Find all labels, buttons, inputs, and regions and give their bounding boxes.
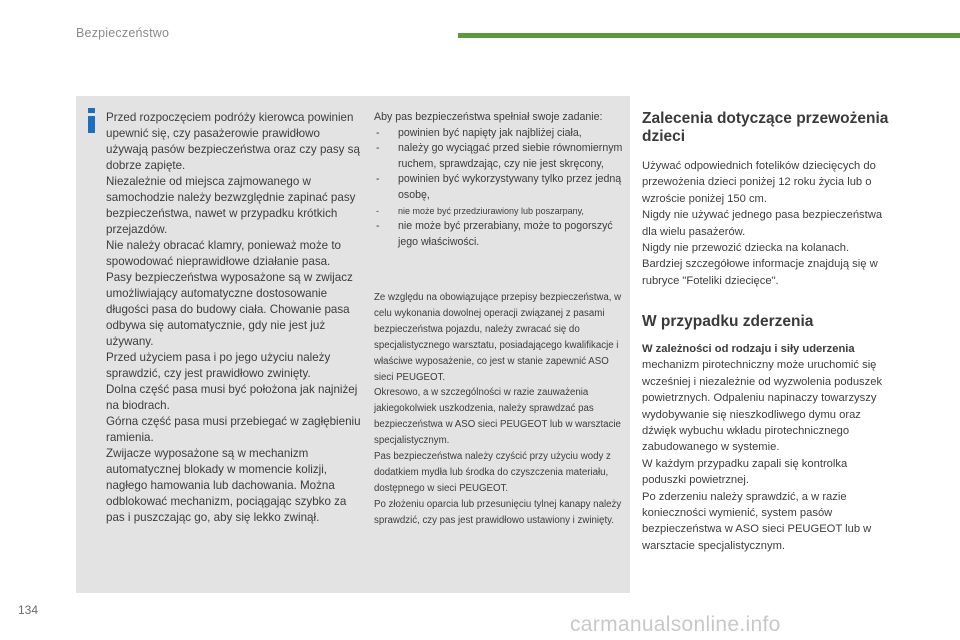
service-notice (374, 290, 626, 529)
section-title: W przypadku zderzenia (642, 313, 814, 330)
children-body (642, 158, 892, 289)
requirements-list (374, 126, 628, 251)
list-item-text: powinien być wykorzystywany tylko przez jedną osobę, (398, 173, 622, 201)
collision-subhead-text: mechanizm pirotechniczny może uruchomić się wcześniej i niezależnie od wyzwolenia poduszek powietrznych. Odpaleniu napinaczy towarzyszy wydobywanie się nieszkodliwego dymu oraz dźwięk wybuchu wkładu pirotechnicznego zabudowanego w systemie. (642, 359, 883, 454)
children-paragraph: Nigdy nie używać jednego pasa bezpieczeństwa dla wielu pasażerów. (642, 209, 883, 238)
list-item (374, 141, 628, 172)
list-item (374, 204, 628, 220)
info-icon-bar (88, 116, 95, 133)
col1-paragraph: Pasy bezpieczeństwa wyposażone są w zwijacz umożliwiający automatyczne dostosowanie długości pasa do budowy ciała. Chowanie pasa odbywa się automatycznie, gdy nie jest już używany. (106, 271, 353, 348)
dash-marker: - (376, 220, 380, 233)
seatbelt-instructions (106, 110, 362, 526)
notice-paragraph: Po złożeniu oparcia lub przesunięciu tylnej kanapy należy sprawdzić, czy pas jest prawidłowo ustawiony i zwinięty. (374, 498, 622, 526)
page-number: 134 (18, 603, 39, 617)
col1-paragraph: Dolna część pasa musi być położona jak najniżej na biodrach. (106, 383, 358, 412)
list-item (374, 126, 628, 142)
col1-paragraph: Nie należy obracać klamry, ponieważ może to spowodować nieprawidłowe działanie pasa. (106, 239, 341, 268)
col1-paragraph: Zwijacze wyposażone są w mechanizm automatycznej blokady w momencie kolizji, nagłego hamowania lub dachowania. Można odblokować mechanizm, pociągając szybko za pas i puszczając go, aby się lekko zwinął. (106, 447, 347, 524)
dash-marker: - (376, 126, 380, 139)
children-paragraph: Bardziej szczegółowe informacje znajdują się w rubryce "Foteliki dziecięce". (642, 258, 878, 287)
collision-paragraph: W każdym przypadku zapali się kontrolka poduszki powietrznej. (642, 457, 848, 487)
info-icon-dot (88, 108, 95, 113)
notice-paragraph: Ze względu na obowiązujące przepisy bezpieczeństwa, w celu wykonania dowolnej operacji związanej z pasami bezpieczeństwa pojazdu, należy zwracać się do specjalistycznego warsztatu, posiadającego kwalifikacje i właściwe wyposażenie, co jest w stanie zapewnić ASO sieci PEUGEOT. (374, 292, 622, 383)
collision-paragraph (642, 341, 892, 456)
list-item (374, 219, 628, 250)
header-accent-bar (458, 33, 960, 38)
list-item (374, 172, 628, 203)
dash-marker: - (376, 205, 379, 216)
list-item-text: powinien być napięty jak najbliżej ciała, (398, 126, 582, 139)
list-item-text: nie może być przerabiany, może to pogorszyć jego właściwości. (398, 220, 613, 248)
collision-subhead: W zależności od rodzaju i siły uderzenia (642, 343, 855, 355)
requirements-intro: Aby pas bezpieczeństwa spełniał swoje zadanie: (374, 111, 603, 123)
dash-marker: - (376, 142, 380, 155)
col1-paragraph: Górna część pasa musi przebiegać w zagłębieniu ramienia. (106, 415, 361, 444)
notice-paragraph: Pas bezpieczeństwa należy czyścić przy użyciu wody z dodatkiem mydła lub środka do czyszczenia materiału, dostępnego w sieci PEUGEOT. (374, 451, 611, 494)
info-icon (87, 108, 97, 130)
page-header-title: Bezpieczeństwo (76, 26, 170, 40)
children-section (642, 110, 892, 289)
section-title: Zalecenia dotyczące przewożenia dzieci (642, 110, 889, 145)
col1-paragraph: Przed rozpoczęciem podróży kierowca powinien upewnić się, czy pasażerowie prawidłowo używają pasów bezpieczeństwa oraz czy pasy są dobrze zapięte. (106, 111, 360, 172)
col1-paragraph: Niezależnie od miejsca zajmowanego w samochodzie należy bezwzględnie zapinać pasy bezpieczeństwa, nawet w przypadku krótkich przejazdów. (106, 175, 356, 236)
list-item-text: należy go wyciągać przed siebie równomiernym ruchem, sprawdzając, czy nie jest skręcony, (398, 142, 623, 170)
children-paragraph: Używać odpowiednich fotelików dziecięcych do przewożenia dzieci poniżej 12 roku życia lub o wzroście poniżej 150 cm. (642, 160, 876, 205)
children-paragraph: Nigdy nie przewozić dziecka na kolanach. (642, 242, 850, 255)
list-item-text: nie może być przedziurawiony lub poszarpany, (398, 205, 584, 216)
collision-body (642, 341, 892, 554)
seatbelt-requirements (374, 110, 628, 250)
collision-section (642, 313, 892, 554)
col1-paragraph: Przed użyciem pasa i po jego użyciu należy sprawdzić, czy jest prawidłowo zwinięty. (106, 351, 331, 380)
dash-marker: - (376, 173, 380, 186)
notice-paragraph: Okresowo, a w szczególności w razie zauważenia jakiegokolwiek uszkodzenia, należy sprawdzać pas bezpieczeństwa w ASO sieci PEUGEOT lub w warsztacie specjalistycznym. (374, 387, 621, 447)
collision-paragraph: Po zderzeniu należy sprawdzić, a w razie konieczności wymienić, system pasów bezpieczeństwa w ASO sieci PEUGEOT lub w warsztacie specjalistycznym. (642, 490, 872, 552)
watermark: carmanualsonline.info (570, 613, 781, 636)
